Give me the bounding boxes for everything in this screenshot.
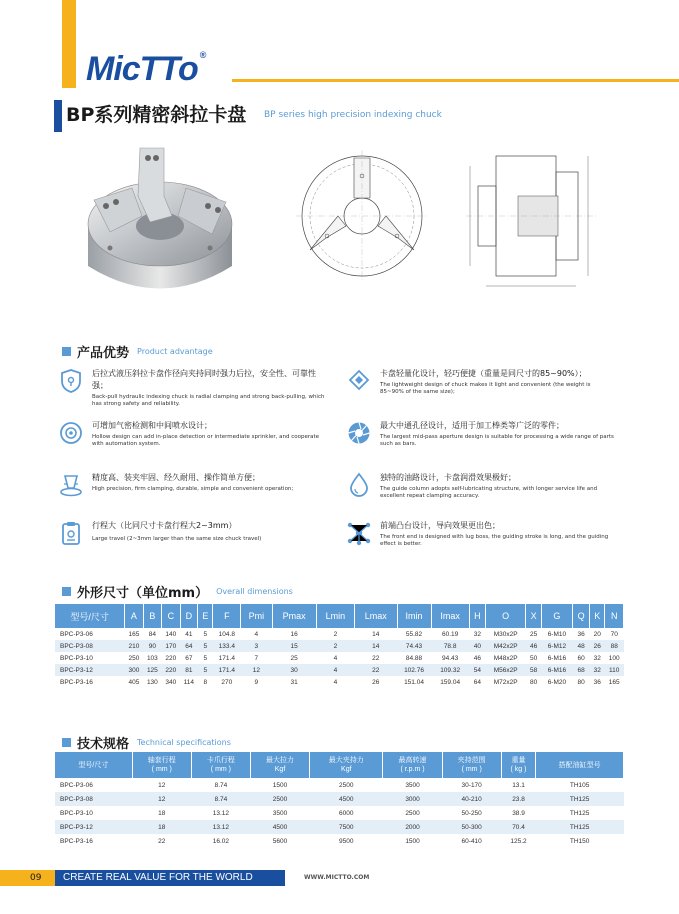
gear-cone-icon xyxy=(58,472,84,498)
table-cell: 12 xyxy=(132,792,191,806)
table-cell: 26 xyxy=(590,640,605,652)
column-header-unit: ( kg ) xyxy=(510,766,527,773)
column-header xyxy=(383,752,442,778)
table-cell: 8.74 xyxy=(191,792,250,806)
table-cell: 2500 xyxy=(405,809,420,817)
table-cell: 2500 xyxy=(339,781,354,789)
page-number: 09 xyxy=(0,870,55,886)
table-cell: 3500 xyxy=(405,781,420,789)
table-cell: 4 xyxy=(316,664,354,676)
table-cell: 4 xyxy=(254,630,259,638)
table-row xyxy=(55,628,624,640)
table-cell: 171.4 xyxy=(218,654,235,662)
column-header xyxy=(442,752,501,778)
table-row xyxy=(55,834,624,848)
column-header: X xyxy=(526,604,541,628)
column-header xyxy=(132,752,191,778)
column-header: Q xyxy=(573,604,590,628)
section-marker xyxy=(62,587,71,596)
column-header: B xyxy=(143,604,161,628)
table-cell: BPC-P3-10 xyxy=(60,654,93,662)
section-marker xyxy=(62,347,71,356)
column-header: Pmax xyxy=(272,604,316,628)
specs-table xyxy=(55,752,624,848)
table-header-row xyxy=(55,604,624,628)
table-cell: 68 xyxy=(573,664,590,676)
page-title: BP系列精密斜拉卡盘 xyxy=(66,104,247,126)
table-cell: BPC-P3-06 xyxy=(60,630,93,638)
table-cell: 6-M12 xyxy=(541,640,572,652)
table-cell: 18 xyxy=(158,809,166,817)
table-cell: 22 xyxy=(372,654,380,662)
table-cell: 25 xyxy=(529,630,538,638)
column-header: G xyxy=(541,604,572,628)
table-cell: 22 xyxy=(158,837,166,845)
table-row xyxy=(55,640,624,652)
column-header: D xyxy=(180,604,198,628)
network-icon xyxy=(346,520,372,546)
aperture-icon xyxy=(346,420,372,446)
table-cell: 4 xyxy=(333,654,338,662)
table-cell: 5 xyxy=(198,664,213,676)
column-header-label: 轴套行程 xyxy=(147,757,176,764)
table-cell: 48 xyxy=(573,640,590,652)
table-cell: 50 xyxy=(529,654,538,662)
table-cell: 4500 xyxy=(310,792,383,806)
table-row xyxy=(55,664,624,676)
table-cell: 32 xyxy=(593,654,601,662)
column-header-unit: ( mm ) xyxy=(151,766,172,773)
table-cell: 58 xyxy=(526,664,541,676)
column-header xyxy=(501,752,536,778)
table-cell: 159.04 xyxy=(440,678,461,686)
column-header xyxy=(250,752,309,778)
table-cell: BPC-P3-12 xyxy=(55,820,132,834)
table-cell: 70.4 xyxy=(501,820,536,834)
table-cell: 5600 xyxy=(272,837,288,845)
table-cell: 2500 xyxy=(250,792,309,806)
table-row xyxy=(55,792,624,806)
table-cell: 54 xyxy=(469,664,485,676)
section-marker xyxy=(62,738,71,747)
table-cell: 165 xyxy=(128,630,140,638)
column-header-unit: ( mm ) xyxy=(461,766,482,773)
table-cell: 55.82 xyxy=(405,630,423,638)
column-header: Lmin xyxy=(316,604,354,628)
table-cell: 1500 xyxy=(405,837,420,845)
table-cell: 5 xyxy=(203,630,208,638)
table-cell: 78.8 xyxy=(431,640,469,652)
footer-url[interactable]: WWW.MICTTO.COM xyxy=(304,874,370,881)
table-cell: 36 xyxy=(577,630,585,638)
table-cell: BPC-P3-12 xyxy=(55,664,125,676)
table-cell: 80 xyxy=(577,678,585,686)
header-accent-bar xyxy=(62,0,76,88)
table-cell: 6-M16 xyxy=(541,664,572,676)
table-cell: 25 xyxy=(290,654,298,662)
table-cell: 94.43 xyxy=(442,654,459,662)
table-cell: 74.43 xyxy=(397,640,431,652)
table-cell: 16 xyxy=(290,630,298,638)
table-cell: 30 xyxy=(272,664,316,676)
table-cell: 4 xyxy=(333,678,338,686)
column-header-label: 重量 xyxy=(511,757,526,764)
table-cell: 81 xyxy=(180,664,198,676)
column-header xyxy=(536,752,624,778)
table-cell: TH150 xyxy=(569,837,590,845)
table-cell: 125.2 xyxy=(510,837,527,845)
table-cell: 90 xyxy=(143,640,161,652)
table-row xyxy=(55,778,624,792)
column-header xyxy=(310,752,383,778)
column-header-label: 搭配油缸型号 xyxy=(558,761,601,769)
table-cell: BPC-P3-10 xyxy=(60,809,93,817)
footer-slogan: CREATE REAL VALUE FOR THE WORLD xyxy=(55,870,285,886)
shield-check-icon xyxy=(58,368,84,394)
table-cell: 16.02 xyxy=(212,837,230,845)
table-cell: 3 xyxy=(241,640,272,652)
table-cell: 250 xyxy=(128,654,140,662)
table-cell: 165 xyxy=(608,678,620,686)
table-cell: 18 xyxy=(132,820,191,834)
column-header-unit: ( mm ) xyxy=(210,766,232,773)
table-cell: BPC-P3-06 xyxy=(60,781,93,789)
table-cell: 30-170 xyxy=(461,781,482,789)
table-row xyxy=(55,820,624,834)
table-cell: 12 xyxy=(241,664,272,676)
table-cell: 31 xyxy=(290,678,298,686)
table-cell: 9500 xyxy=(339,837,354,845)
table-cell: 36 xyxy=(593,678,601,686)
clipboard-icon xyxy=(58,520,84,546)
table-cell: 5 xyxy=(198,640,213,652)
table-cell: 100 xyxy=(608,654,620,662)
table-cell: 23.8 xyxy=(501,792,536,806)
column-header: Pmi xyxy=(241,604,272,628)
table-cell: 8.74 xyxy=(214,781,228,789)
column-header xyxy=(191,752,250,778)
table-cell: 60 xyxy=(577,654,585,662)
column-header: C xyxy=(162,604,180,628)
column-header: E xyxy=(198,604,213,628)
page-subtitle: BP series high precision indexing chuck xyxy=(264,110,442,120)
table-cell: 220 xyxy=(165,654,177,662)
table-cell: 103 xyxy=(146,654,158,662)
table-cell: 5 xyxy=(203,654,208,662)
table-cell: 38.9 xyxy=(512,809,525,817)
table-cell: 14 xyxy=(355,640,398,652)
column-header-label: 夹持范围 xyxy=(457,757,486,764)
table-header-row xyxy=(55,752,624,778)
column-header: H xyxy=(469,604,485,628)
column-header: 型号/尺寸 xyxy=(55,604,125,628)
table-cell: TH125 xyxy=(536,820,624,834)
table-cell: 13.12 xyxy=(191,820,250,834)
table-cell: 114 xyxy=(183,678,195,686)
table-cell: 270 xyxy=(221,678,233,686)
column-header-label: 卡爪行程 xyxy=(206,757,235,764)
table-cell: BPC-P3-16 xyxy=(60,678,93,686)
table-cell: 84 xyxy=(148,630,156,638)
table-cell: 300 xyxy=(125,664,143,676)
column-header: Imin xyxy=(397,604,431,628)
table-cell: 3000 xyxy=(383,792,442,806)
table-cell: 46 xyxy=(526,640,541,652)
table-cell: 6-M10 xyxy=(547,630,567,638)
table-cell: 60.19 xyxy=(442,630,459,638)
column-header: K xyxy=(590,604,605,628)
table-cell: 102.76 xyxy=(397,664,431,676)
column-header-unit: Kgf xyxy=(274,766,286,773)
table-cell: 340 xyxy=(165,678,177,686)
table-row xyxy=(55,676,624,688)
table-cell: 130 xyxy=(146,678,158,686)
column-header: Imax xyxy=(431,604,469,628)
table-cell: 170 xyxy=(162,640,180,652)
table-cell: M56x2P xyxy=(485,664,526,676)
table-cell: BPC-P3-08 xyxy=(55,792,132,806)
table-cell: 15 xyxy=(272,640,316,652)
oil-drop-icon xyxy=(346,472,372,498)
table-cell: 80 xyxy=(529,678,538,686)
chuck-product-photo xyxy=(80,136,240,306)
column-header-label: 最大夹持力 xyxy=(328,757,364,764)
chuck-side-drawing xyxy=(456,136,606,296)
table-cell: 7 xyxy=(254,654,259,662)
table-cell: 13.12 xyxy=(212,809,230,817)
table-cell: 50-250 xyxy=(461,809,482,817)
table-cell: 6000 xyxy=(339,809,354,817)
table-cell: 67 xyxy=(185,654,193,662)
table-cell: 41 xyxy=(185,630,193,638)
table-cell: 88 xyxy=(605,640,624,652)
table-cell: 32 xyxy=(473,630,481,638)
table-cell: 60-410 xyxy=(461,837,482,845)
table-cell: 40 xyxy=(469,640,485,652)
specs-heading: 技术规格 Technical specifications xyxy=(62,733,231,751)
table-cell: M48x2P xyxy=(493,654,518,662)
dimensions-table xyxy=(55,604,624,688)
target-icon xyxy=(58,420,84,446)
table-cell: 210 xyxy=(125,640,143,652)
brand-logo: MicTTo ® xyxy=(86,50,206,88)
table-row xyxy=(55,806,624,820)
diamond-layers-icon xyxy=(346,368,372,394)
table-cell: 405 xyxy=(128,678,140,686)
table-cell: BPC-P3-16 xyxy=(60,837,93,845)
table-cell: 6-M16 xyxy=(547,654,567,662)
header-rule xyxy=(232,79,679,82)
table-cell: M72x2P xyxy=(493,678,518,686)
column-header: N xyxy=(605,604,624,628)
table-cell: 4500 xyxy=(250,820,309,834)
table-cell: BPC-P3-08 xyxy=(55,640,125,652)
table-cell: 84.88 xyxy=(405,654,423,662)
table-cell: 110 xyxy=(605,664,624,676)
table-cell: 12 xyxy=(158,781,166,789)
table-cell: 109.32 xyxy=(431,664,469,676)
table-cell: 22 xyxy=(355,664,398,676)
column-header-unit: ( r.p.m ) xyxy=(400,766,425,773)
table-cell: 50-300 xyxy=(442,820,501,834)
table-cell: 140 xyxy=(165,630,177,638)
table-cell: 32 xyxy=(590,664,605,676)
table-cell: 26 xyxy=(372,678,380,686)
column-header-unit: Kgf xyxy=(341,766,352,773)
table-cell: 46 xyxy=(473,654,481,662)
table-cell: 20 xyxy=(593,630,601,638)
column-header xyxy=(55,752,132,778)
table-cell: 7500 xyxy=(310,820,383,834)
column-header-label: 最大拉力 xyxy=(266,757,295,764)
table-cell: 40-210 xyxy=(442,792,501,806)
table-cell: 13.1 xyxy=(512,781,525,789)
column-header: O xyxy=(485,604,526,628)
table-cell: 3500 xyxy=(272,809,288,817)
dimensions-heading: 外形尺寸（单位mm） Overall dimensions xyxy=(62,582,293,600)
table-cell: 151.04 xyxy=(404,678,424,686)
table-cell: 133.4 xyxy=(213,640,241,652)
table-cell: 9 xyxy=(254,678,259,686)
table-cell: 220 xyxy=(162,664,180,676)
column-header-label: 型号/尺寸 xyxy=(78,761,109,769)
table-cell: 70 xyxy=(610,630,618,638)
table-cell: 64 xyxy=(473,678,481,686)
table-cell: TH105 xyxy=(569,781,590,789)
table-cell: 104.8 xyxy=(218,630,235,638)
table-cell: 8 xyxy=(203,678,208,686)
table-cell: TH125 xyxy=(569,809,590,817)
table-cell: 14 xyxy=(372,630,380,638)
table-cell: 2 xyxy=(333,630,338,638)
table-cell: 171.4 xyxy=(213,664,241,676)
table-cell: 2 xyxy=(316,640,354,652)
column-header: Lmax xyxy=(355,604,398,628)
column-header-label: 最高转速 xyxy=(398,757,427,764)
table-row xyxy=(55,652,624,664)
table-cell: 1500 xyxy=(272,781,288,789)
table-cell: 6-M20 xyxy=(547,678,567,686)
title-marker xyxy=(54,100,62,132)
table-cell: 125 xyxy=(143,664,161,676)
table-cell: 64 xyxy=(180,640,198,652)
chuck-front-drawing xyxy=(282,146,442,286)
column-header: A xyxy=(125,604,143,628)
table-cell: TH125 xyxy=(536,792,624,806)
column-header: F xyxy=(213,604,241,628)
advantage-heading: 产品优势 Product advantage xyxy=(62,342,213,360)
table-cell: 2000 xyxy=(383,820,442,834)
table-cell: M30x2P xyxy=(493,630,518,638)
table-cell: M42x2P xyxy=(485,640,526,652)
